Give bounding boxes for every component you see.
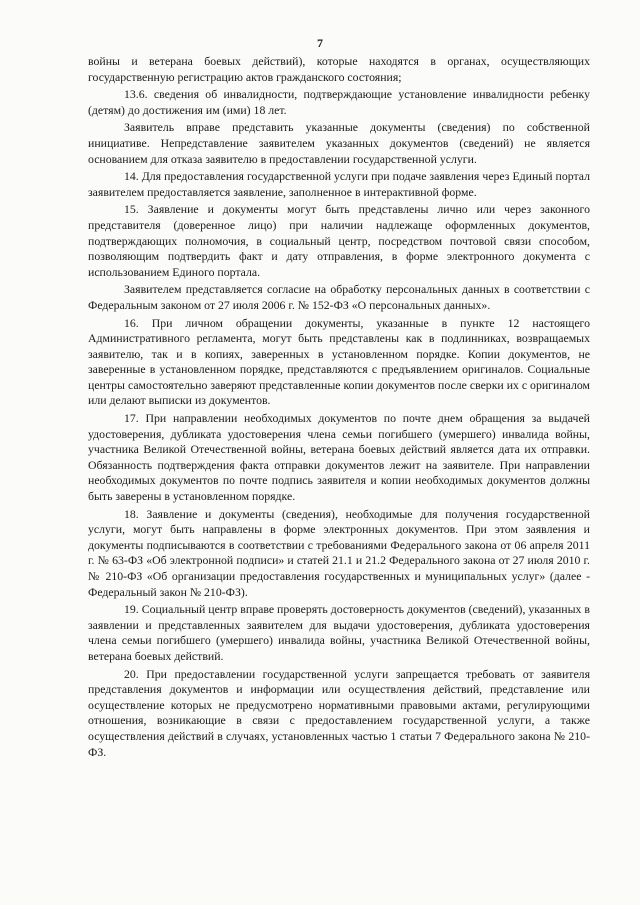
page-number: 7 <box>317 36 323 50</box>
paragraph-18: 18. Заявление и документы (сведения), необходимые для получения государственной услуги, могут быть направлены в форме электронных документов. При этом заявления и документы подписываются в соответствии с требованиями Федерального закона от 06 апреля 2011 г. № 63-ФЗ «Об электронной подписи» и статей 21.1 и 21.2 Федерального закона от 27 июля 2010 г. № 210-ФЗ «Об организации предоставления государственных и муниципальных услуг» (далее - Федеральный закон № 210-ФЗ). <box>88 506 590 599</box>
paragraph-19: 19. Социальный центр вправе проверять достоверность документов (сведений), указанных в заявлении и представленных заявителем для выдачи удостоверения, дубликата удостоверения члена семьи погибшего (умершего) инвалида войны, участника Великой Отечественной войны, ветерана боевых действий. <box>88 602 590 663</box>
paragraph-17: 17. При направлении необходимых документов по почте днем обращения за выдачей удостоверения, дубликата удостоверения члена семьи погибшего (умершего) инвалида войны, участника Великой Отечественной войны, ветерана боевых действий является дата их отправки. Обязанность подтверждения факта отправки документов лежит на заявителе. При направлении необходимых документов по почте подпись заявителя и копии необходимых документов должны быть заверены в установленном порядке. <box>88 411 590 504</box>
paragraph-13-6: 13.6. сведения об инвалидности, подтверждающие установление инвалидности ребенку (детям) до достижения им (ими) 18 лет. <box>88 87 590 117</box>
paragraph-16: 16. При личном обращении документы, указанные в пункте 12 настоящего Административного регламента, могут быть представлены как в подлинниках, возвращаемых заявителю, так и в копиях, заверенных в установленном порядке. Копии документов, не заверенные в установленном порядке, представляются с предъявлением оригиналов. Социальные центры самостоятельно заверяют представленные копии документов после сверки их с оригиналом или делают выписки из документов. <box>88 315 590 408</box>
paragraph-15: 15. Заявление и документы могут быть представлены лично или через законного представителя (доверенное лицо) при наличии надлежаще оформленных документов, подтверждающих полномочия, в социальный центр, посредством почтовой связи способом, позволяющим подтвердить факт и дату отправления, в форме электронного документа с использованием Единого портала. <box>88 202 590 279</box>
paragraph-14: 14. Для предоставления государственной услуги при подаче заявления через Единый портал заявителем предоставляется заявление, заполненное в интерактивной форме. <box>88 169 590 199</box>
paragraph-20: 20. При предоставлении государственной услуги запрещается требовать от заявителя представления документов и информации или осуществления действий, представление или осуществление которых не предусмотрено нормативными правовыми актами, регулирующими отношения, возникающие в связи с предоставлением государственной услуги, а также осуществления действий в случаях, установленных частью 1 статьи 7 Федерального закона № 210-ФЗ. <box>88 666 590 759</box>
paragraph-personal-data-consent: Заявителем представляется согласие на обработку персональных данных в соответствии с Федеральным законом от 27 июля 2006 г. № 152-ФЗ «О персональных данных». <box>88 282 590 312</box>
document-body <box>88 54 590 762</box>
paragraph-applicant-right: Заявитель вправе представить указанные документы (сведения) по собственной инициативе. Непредставление заявителем указанных документов (сведений) не является основанием для отказа заявителю в предоставлении государственной услуги. <box>88 120 590 166</box>
paragraph-continuation: войны и ветерана боевых действий), которые находятся в органах, осуществляющих государственную регистрацию актов гражданского состояния; <box>88 54 590 84</box>
